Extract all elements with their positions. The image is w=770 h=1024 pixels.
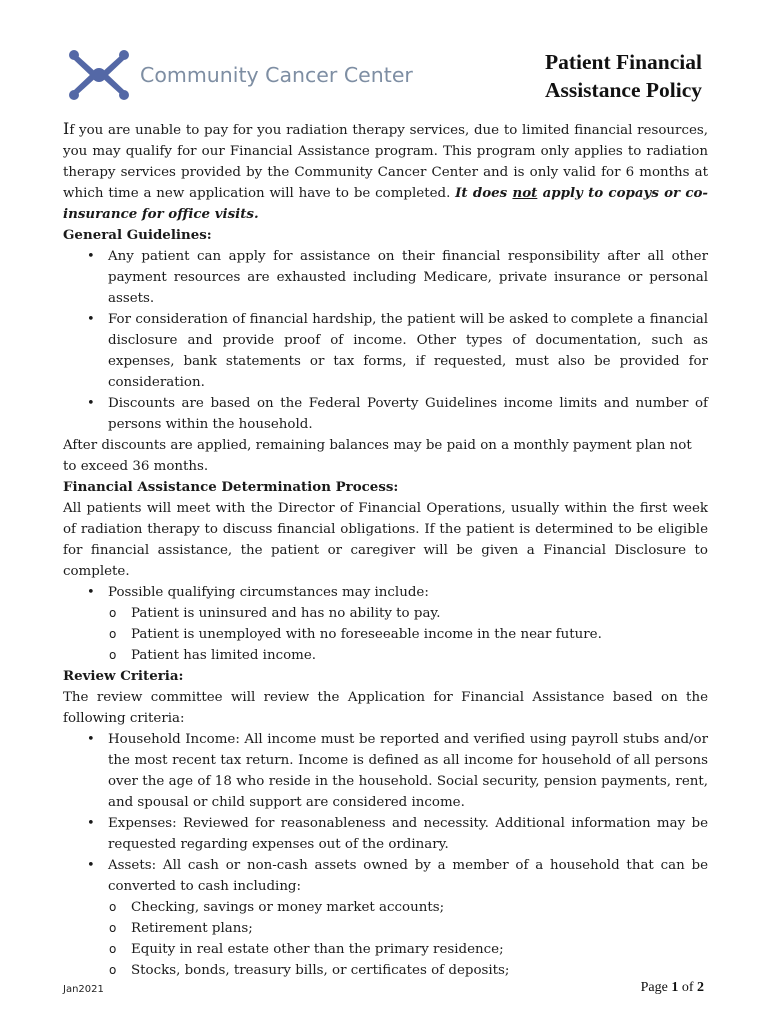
- list-item: • Any patient can apply for assistance on their financial responsibility after all other payment resources are exhausted including Medicare, private insurance or personal assets.: [63, 246, 708, 309]
- determination-heading: Financial Assistance Determination Process:: [63, 479, 399, 495]
- total-pages: 2: [697, 980, 704, 995]
- after-discounts-paragraph: After discounts are applied, remaining balances may be paid on a monthly payment plan not to exceed 36 months.: [63, 438, 692, 474]
- sub-list-item: o Equity in real estate other than the primary residence;: [63, 939, 708, 960]
- page-header: [64, 40, 702, 110]
- sub-list-item: o Stocks, bonds, treasury bills, or certificates of deposits;: [63, 960, 708, 981]
- title-line-2: Assistance Policy: [544, 78, 702, 102]
- intro-text: f you are unable to pay for you radiation therapy services, due to limited financial resources, you may qualify for our Financial Assistance program. This program only applies to radiation therapy services provided by the Community Cancer Center and is only valid for 6 months at which time a new application will have to be completed.: [63, 123, 708, 201]
- review-criteria-heading: Review Criteria:: [63, 668, 184, 684]
- review-criteria-list: [63, 729, 708, 897]
- list-item: • Household Income: All income must be reported and verified using payroll stubs and/or the most recent tax return. Income is defined as all income for household of all persons over the age of 18 who reside in the household. Social security, pension payments, rent, and spousal or child support are considered income.: [63, 729, 708, 813]
- logo-mark-icon: [68, 46, 130, 104]
- sub-list-item: o Retirement plans;: [63, 918, 708, 939]
- determination-paragraph: All patients will meet with the Director of Financial Operations, usually within the first week of radiation therapy to discuss financial obligations. If the patient is determined to be eligible for financial assistance, the patient or caregiver will be given a Financial Disclosure to complete.: [63, 501, 708, 579]
- list-item: • Assets: All cash or non-cash assets owned by a member of a household that can be converted to cash including:: [63, 855, 708, 897]
- intro-paragraph: [63, 118, 708, 225]
- general-guidelines-list: [63, 246, 708, 435]
- sub-list-item: o Checking, savings or money market accounts;: [63, 897, 708, 918]
- sub-list-item: o Patient is unemployed with no foreseeable income in the near future.: [63, 624, 708, 645]
- qualifying-circumstances-list: [63, 603, 708, 666]
- logo-text: Community Cancer Center: [140, 63, 413, 87]
- document-title: [545, 48, 702, 104]
- footer-date: Jan2021: [63, 984, 104, 995]
- review-paragraph: The review committee will review the Application for Financial Assistance based on the following criteria:: [63, 690, 708, 726]
- current-page: 1: [671, 980, 679, 995]
- document-body: [63, 118, 708, 981]
- sub-list-item: o Patient is uninsured and has no ability to pay.: [63, 603, 708, 624]
- determination-list: [63, 582, 708, 603]
- general-guidelines-heading: General Guidelines:: [63, 227, 212, 243]
- list-item: • Possible qualifying circumstances may include:: [63, 582, 708, 603]
- list-item: • Expenses: Reviewed for reasonableness and necessity. Additional information may be requested regarding expenses out of the ordinary.: [63, 813, 708, 855]
- list-item: • For consideration of financial hardship, the patient will be asked to complete a financial disclosure and provide proof of income. Other types of documentation, such as expenses, bank statements or tax forms, if requested, must also be provided for consideration.: [63, 309, 708, 393]
- intro-emphasis: It does not apply to copays or co-insurance for office visits.: [63, 185, 708, 222]
- intro-emphasis-not: not: [512, 185, 538, 201]
- intro-dropcap: I: [63, 119, 70, 138]
- list-item: • Discounts are based on the Federal Poverty Guidelines income limits and number of persons within the household.: [63, 393, 708, 435]
- page-number: Page 1 of 2: [640, 980, 704, 995]
- title-line-1: Patient Financial: [544, 50, 702, 74]
- sub-list-item: o Patient has limited income.: [63, 645, 708, 666]
- logo: [68, 46, 413, 104]
- assets-list: [63, 897, 708, 981]
